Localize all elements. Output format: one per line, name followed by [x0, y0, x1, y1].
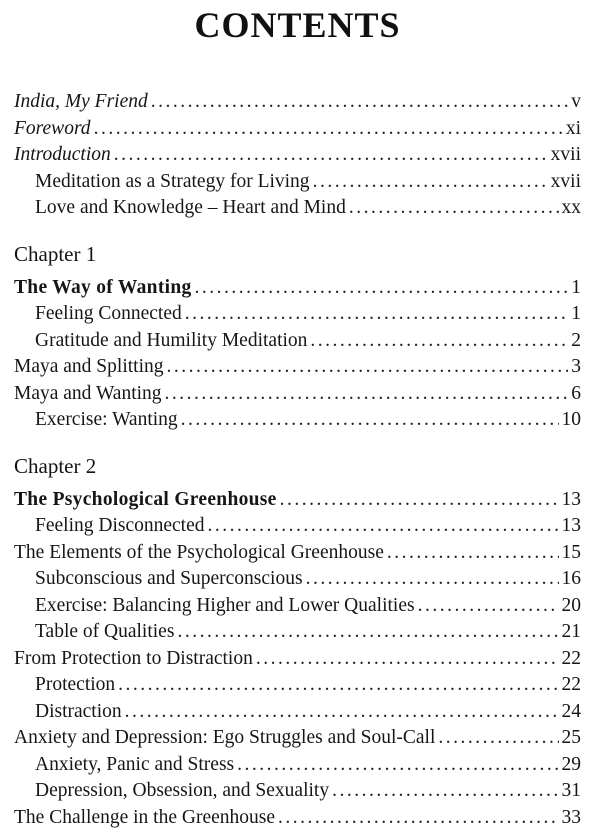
toc-entry-page: 15: [561, 541, 581, 563]
toc-entry: [14, 169, 581, 196]
toc-entry-label: Love and Knowledge – Heart and Mind: [35, 197, 346, 218]
dot-leader: [280, 487, 559, 514]
toc-entry-label: Table of Qualities: [35, 621, 175, 642]
toc-entry-label: Exercise: Balancing Higher and Lower Qualities: [35, 594, 415, 616]
toc-entry-page: 25: [561, 727, 581, 748]
toc-entry-page: 1: [571, 303, 581, 324]
toc-list: [14, 89, 581, 831]
toc-entry-page: 6: [571, 382, 581, 404]
toc-entry: [14, 407, 581, 434]
toc-entry-label: Exercise: Wanting: [35, 409, 178, 430]
toc-entry-label: Feeling Connected: [35, 303, 182, 324]
toc-entry-page: 31: [561, 780, 581, 801]
toc-entry-label: Maya and Splitting: [14, 356, 164, 377]
toc-entry: [14, 487, 581, 514]
toc-entry-label: Introduction: [14, 144, 111, 165]
toc-entry: [14, 619, 581, 646]
dot-leader: [349, 195, 559, 222]
toc-entry-page: xvii: [550, 170, 581, 192]
dot-leader: [177, 619, 558, 646]
toc-entry-label: Protection: [35, 674, 116, 695]
toc-entry: [14, 116, 581, 143]
chapter-section: [14, 452, 581, 832]
toc-entry: [14, 646, 581, 673]
toc-entry-label: Meditation as a Strategy for Living: [35, 170, 310, 192]
dot-leader: [185, 301, 568, 328]
toc-entry-label: Foreword: [14, 117, 91, 139]
toc-entry-label: Feeling Disconnected: [35, 515, 205, 536]
chapter-section: [14, 240, 581, 434]
dot-leader: [208, 513, 559, 540]
toc-entry-label: India, My Friend: [14, 91, 148, 112]
toc-entry-label: Gratitude and Humility Meditation: [35, 329, 308, 351]
toc-entry-page: 24: [561, 700, 581, 722]
toc-entry-page: 20: [561, 594, 581, 616]
toc-entry: [14, 142, 581, 169]
toc-entry: [14, 275, 581, 302]
toc-entry: [14, 725, 581, 752]
dot-leader: [167, 354, 569, 381]
dot-leader: [195, 275, 569, 302]
toc-entry: [14, 89, 581, 116]
toc-entry-page: 29: [561, 753, 581, 775]
toc-entry: [14, 672, 581, 699]
toc-entry-page: 3: [571, 356, 581, 377]
dot-leader: [181, 407, 559, 434]
dot-leader: [237, 752, 558, 779]
toc-entry-label: The Psychological Greenhouse: [14, 488, 277, 510]
dot-leader: [332, 778, 558, 805]
toc-entry: [14, 805, 581, 832]
toc-entry-label: Anxiety, Panic and Stress: [35, 753, 235, 775]
toc-entry: [14, 593, 581, 620]
toc-entry-page: 10: [561, 409, 581, 430]
dot-leader: [313, 169, 548, 196]
toc-entry-page: 22: [561, 647, 581, 669]
toc-entry-page: 2: [571, 329, 581, 351]
chapter-heading: Chapter 2: [14, 453, 97, 478]
dot-leader: [418, 593, 559, 620]
toc-entry-page: v: [571, 91, 581, 112]
dot-leader: [387, 540, 559, 567]
toc-entry-page: xvii: [550, 144, 581, 165]
toc-entry-page: 33: [561, 806, 581, 828]
toc-entry: [14, 566, 581, 593]
toc-entry-page: 1: [571, 276, 581, 298]
toc-entry: [14, 699, 581, 726]
toc-entry-label: Maya and Wanting: [14, 382, 162, 404]
toc-entry-label: The Challenge in the Greenhouse: [14, 806, 275, 828]
toc-entry-page: 13: [561, 515, 581, 536]
toc-entry-label: The Elements of the Psychological Greenhouse: [14, 541, 384, 563]
toc-entry: [14, 752, 581, 779]
toc-entry-page: 16: [561, 568, 581, 589]
dot-leader: [256, 646, 559, 673]
toc-entry-page: 13: [561, 488, 581, 510]
chapter-heading: Chapter 1: [14, 241, 97, 266]
page-title: CONTENTS: [194, 5, 401, 45]
dot-leader: [118, 672, 558, 699]
toc-entry: [14, 354, 581, 381]
toc-entry: [14, 301, 581, 328]
toc-entry-page: 22: [561, 674, 581, 695]
dot-leader: [278, 805, 559, 832]
dot-leader: [165, 381, 569, 408]
toc-entry-label: Depression, Obsession, and Sexuality: [35, 780, 330, 801]
toc-entry: [14, 381, 581, 408]
dot-leader: [125, 699, 559, 726]
dot-leader: [438, 725, 558, 752]
toc-entry: [14, 195, 581, 222]
dot-leader: [94, 116, 563, 143]
toc-entry-page: xx: [561, 197, 581, 218]
dot-leader: [114, 142, 548, 169]
toc-entry-label: The Way of Wanting: [14, 276, 192, 298]
dot-leader: [306, 566, 559, 593]
toc-entry: [14, 540, 581, 567]
toc-entry-page: xi: [565, 117, 581, 139]
toc-entry-page: 21: [561, 621, 581, 642]
front-matter-section: [14, 89, 581, 222]
toc-entry: [14, 328, 581, 355]
dot-leader: [151, 89, 568, 116]
dot-leader: [310, 328, 568, 355]
toc-entry-label: Anxiety and Depression: Ego Struggles and Soul-Call: [14, 727, 436, 748]
toc-entry: [14, 778, 581, 805]
toc-entry-label: Subconscious and Superconscious: [35, 568, 303, 589]
toc-entry-label: From Protection to Distraction: [14, 647, 253, 669]
toc-entry-label: Distraction: [35, 700, 122, 722]
toc-entry: [14, 513, 581, 540]
